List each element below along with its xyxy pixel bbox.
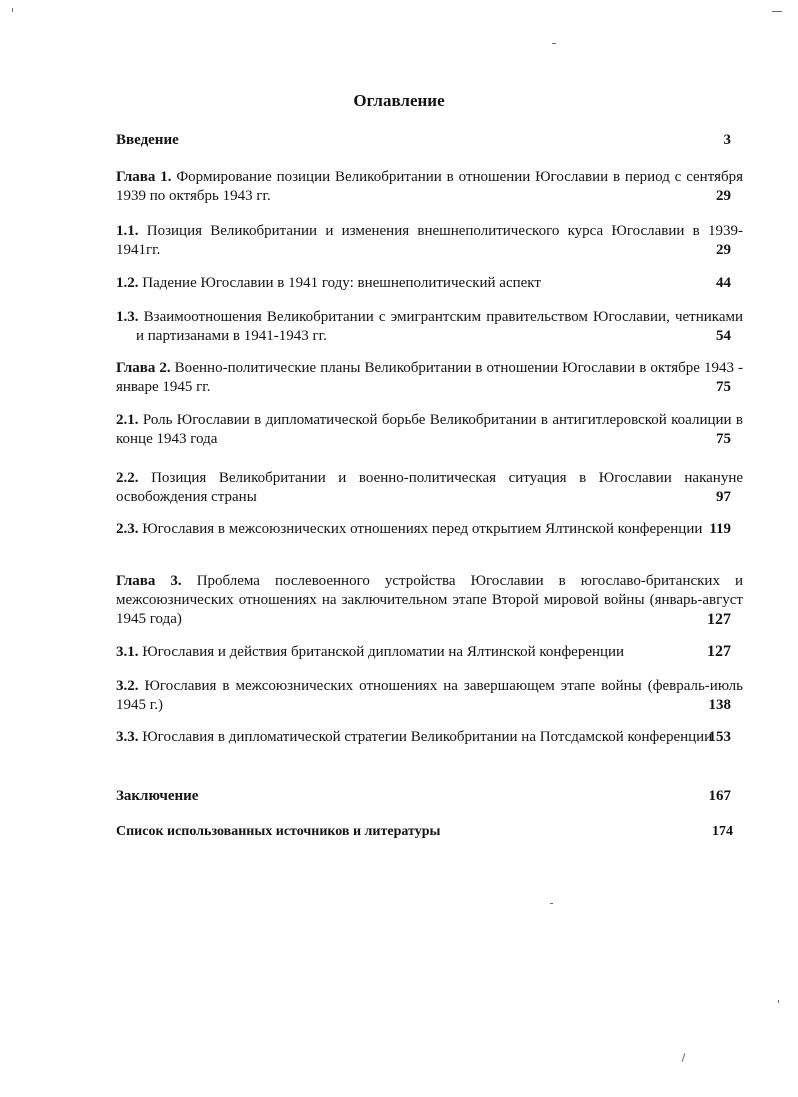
page-title: Оглавление xyxy=(353,91,445,110)
entry-label: 2.1. xyxy=(116,412,139,428)
toc-entry xyxy=(116,411,743,449)
page-number: 75 xyxy=(716,379,731,395)
page-number: 97 xyxy=(716,489,731,505)
toc-entry xyxy=(116,728,743,747)
page-number: 167 xyxy=(708,788,731,804)
page-number: 119 xyxy=(709,521,731,537)
toc-entry xyxy=(116,642,743,662)
entry-text: Югославия в межсоюзнических отношениях на завершающем этапе войны (февраль-июль 1945 г.) xyxy=(116,678,743,713)
page-number: 138 xyxy=(708,697,731,713)
scan-speck xyxy=(552,43,556,44)
entry-text: Формирование позиции Великобритании в отношении Югославии в период с сентября 1939 по октябрь 1943 гг. xyxy=(116,169,744,204)
entry-label: 3.1. xyxy=(116,644,139,660)
page-number: 174 xyxy=(712,824,733,839)
scan-speck xyxy=(682,1053,686,1062)
toc-entry xyxy=(116,168,743,206)
toc-entry xyxy=(116,131,743,150)
entry-text: Проблема послевоенного устройства Югославии в югославо-британских и межсоюзнических отношениях на заключительном этапе Второй мировой войны (январь-август 1945 года) xyxy=(116,573,743,627)
scan-speck xyxy=(778,1000,779,1003)
entry-label: 3.3. xyxy=(116,729,139,745)
page-number: 127 xyxy=(707,643,731,660)
entry-label: Введение xyxy=(116,132,179,148)
entry-text: Падение Югославии в 1941 году: внешнеполитический аспект xyxy=(142,275,541,291)
entry-text: Позиция Великобритании и изменения внешнеполитического курса Югославии в 1939-1941гг. xyxy=(116,223,743,258)
page-number: 3 xyxy=(723,132,731,148)
entry-label: 1.3. xyxy=(116,309,139,325)
entry-text: Военно-политические планы Великобритании в отношении Югославии в октябре 1943 - январе 1945 гг. xyxy=(116,360,743,395)
entry-label: 1.1. xyxy=(116,223,139,239)
toc-entry xyxy=(116,822,743,841)
scan-speck xyxy=(550,903,553,904)
scan-speck xyxy=(772,11,782,12)
entry-label: Глава 3. xyxy=(116,573,182,589)
entry-label: Глава 2. xyxy=(116,360,171,376)
entry-label: 3.2. xyxy=(116,678,139,694)
toc-entry xyxy=(116,308,743,346)
toc-entry xyxy=(116,787,743,806)
entry-text: Роль Югославии в дипломатической борьбе Великобритании в антигитлеровской коалиции в конце 1943 года xyxy=(116,412,743,447)
entry-text: Позиция Великобритании и военно-политическая ситуация в Югославии накануне освобождения страны xyxy=(116,470,743,505)
page-number: 127 xyxy=(707,611,731,628)
entry-text: Взаимоотношения Великобритании с эмигрантским правительством Югославии, четниками и партизанами в 1941-1943 гг. xyxy=(136,309,744,344)
page-number: 153 xyxy=(708,729,731,745)
scan-speck xyxy=(12,8,13,12)
entry-text: Югославия в дипломатической стратегии Великобритании на Потсдамской конференции xyxy=(142,729,713,745)
entry-label: Заключение xyxy=(116,788,199,804)
page-number: 29 xyxy=(716,188,731,204)
toc-entry xyxy=(116,677,743,715)
page-number: 54 xyxy=(716,328,731,344)
toc-entry xyxy=(116,572,743,629)
toc-entry xyxy=(116,274,743,293)
toc-entry xyxy=(116,520,743,539)
toc-entry xyxy=(116,222,743,260)
entry-text: Югославия в межсоюзнических отношениях перед открытием Ялтинской конференции xyxy=(142,521,703,537)
entry-label: Список использованных источников и литературы xyxy=(116,824,441,839)
page-number: 75 xyxy=(716,431,731,447)
page-number: 44 xyxy=(716,275,731,291)
entry-label: 1.2. xyxy=(116,275,139,291)
entry-text: Югославия и действия британской дипломатии на Ялтинской конференции xyxy=(142,644,625,660)
toc-entry xyxy=(116,359,743,397)
entry-label: 2.3. xyxy=(116,521,139,537)
page-number: 29 xyxy=(716,242,731,258)
entry-label: 2.2. xyxy=(116,470,139,486)
entry-label: Глава 1. xyxy=(116,169,172,185)
toc-entry xyxy=(116,469,743,507)
